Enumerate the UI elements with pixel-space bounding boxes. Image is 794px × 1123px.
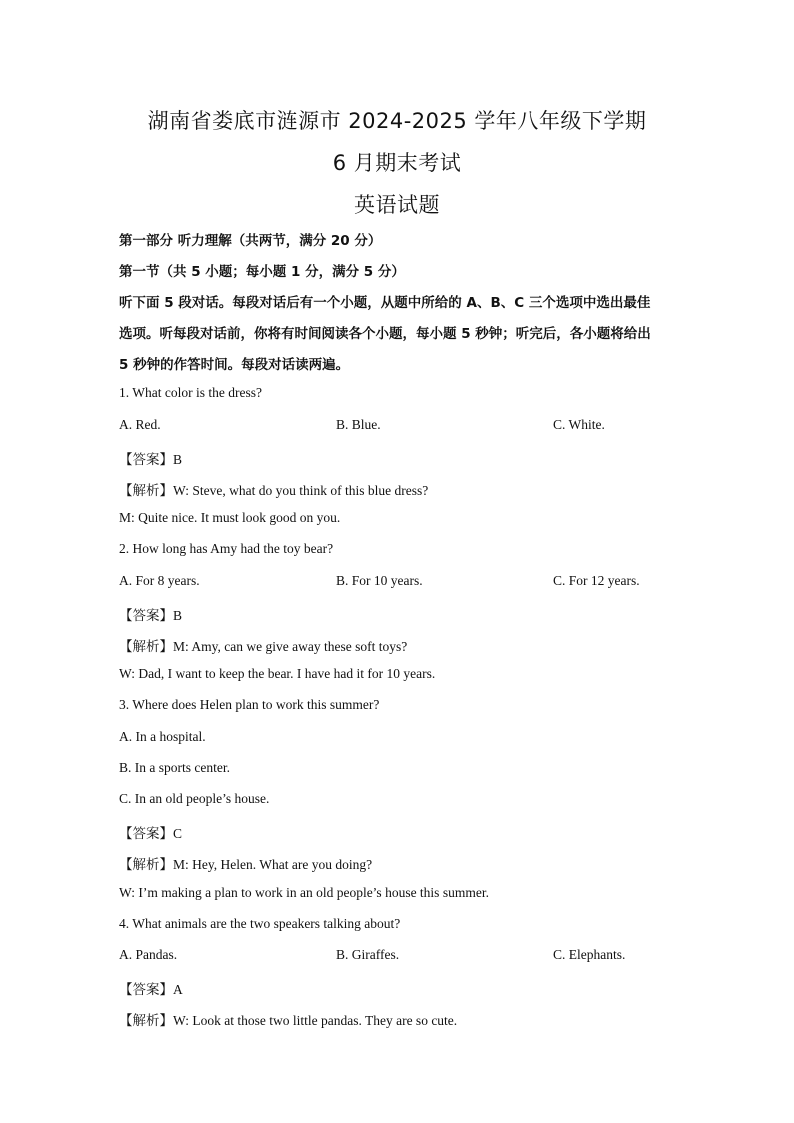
- question-4: 4. What animals are the two speakers talking about?: [119, 916, 401, 931]
- q2-answer-row: [119, 604, 182, 624]
- section-sub-heading: 第一节（共 5 小题；每小题 1 分，满分 5 分）: [119, 264, 405, 280]
- title-line-2: 6 月期末考试: [332, 151, 462, 175]
- question-1: 1. What color is the dress?: [119, 385, 262, 400]
- q4-option-b: B. Giraffes.: [336, 947, 400, 962]
- instructions-line-1: 听下面 5 段对话。每段对话后有一个小题，从题中所给的 A、B、C 三个选项中选出最佳: [119, 295, 651, 311]
- analysis-label: 【解析】: [119, 857, 173, 873]
- title-line-3: 英语试题: [354, 193, 440, 217]
- q2-analysis-line-2: W: Dad, I want to keep the bear. I have had it for 10 years.: [119, 666, 436, 681]
- q1-option-a: A. Red.: [119, 417, 161, 432]
- instructions-line-2: 选项。听每段对话前，你将有时间阅读各个小题，每小题 5 秒钟；听完后，各小题将给出: [119, 326, 651, 342]
- q3-option-b: B. In a sports center.: [119, 760, 230, 775]
- q4-option-c: C. Elephants.: [553, 947, 626, 962]
- answer-label: 【答案】: [119, 452, 173, 468]
- answer-label: 【答案】: [119, 608, 173, 624]
- analysis-label: 【解析】: [119, 483, 173, 499]
- q2-option-c: C. For 12 years.: [553, 573, 640, 588]
- q3-option-c: C. In an old people’s house.: [119, 791, 270, 806]
- q4-answer-row: [119, 978, 183, 998]
- q4-analysis-line-1: W: Look at those two little pandas. They are so cute.: [173, 1013, 458, 1028]
- q1-answer-row: [119, 448, 182, 468]
- q4-answer: A: [173, 982, 183, 997]
- question-2: 2. How long has Amy had the toy bear?: [119, 541, 334, 556]
- instructions-line-3: 5 秒钟的作答时间。每段对话读两遍。: [119, 357, 350, 373]
- question-3: 3. Where does Helen plan to work this summer?: [119, 697, 380, 712]
- q3-analysis-line-2: W: I’m making a plan to work in an old people’s house this summer.: [119, 885, 489, 900]
- q4-analysis-row: [119, 1009, 457, 1029]
- q1-answer: B: [173, 452, 183, 467]
- q1-analysis-row: [119, 479, 428, 499]
- q2-option-b: B. For 10 years.: [336, 573, 423, 588]
- analysis-label: 【解析】: [119, 1013, 173, 1029]
- q1-option-c: C. White.: [553, 417, 605, 432]
- q3-answer-row: [119, 822, 182, 842]
- q4-option-a: A. Pandas.: [119, 947, 178, 962]
- title-line-1: 湖南省娄底市涟源市 2024-2025 学年八年级下学期: [147, 109, 647, 133]
- q2-option-a: A. For 8 years.: [119, 573, 200, 588]
- answer-label: 【答案】: [119, 826, 173, 842]
- q3-answer: C: [173, 826, 183, 841]
- q3-analysis-row: [119, 853, 372, 873]
- q2-analysis-line-1: M: Amy, can we give away these soft toys?: [173, 639, 408, 654]
- answer-label: 【答案】: [119, 982, 173, 998]
- analysis-label: 【解析】: [119, 639, 173, 655]
- q2-analysis-row: [119, 635, 407, 655]
- q2-answer: B: [173, 608, 183, 623]
- q3-analysis-line-1: M: Hey, Helen. What are you doing?: [173, 857, 373, 872]
- section-part-heading: 第一部分 听力理解（共两节，满分 20 分）: [119, 233, 382, 249]
- q1-analysis-line-1: W: Steve, what do you think of this blue dress?: [173, 483, 429, 498]
- q3-option-a: A. In a hospital.: [119, 729, 206, 744]
- q1-analysis-line-2: M: Quite nice. It must look good on you.: [119, 510, 341, 525]
- q1-option-b: B. Blue.: [336, 417, 381, 432]
